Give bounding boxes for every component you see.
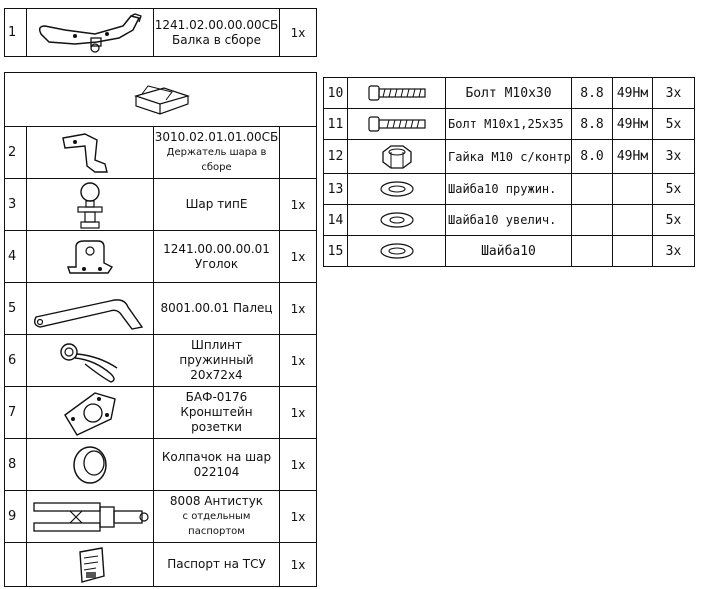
- bolt-icon: [365, 115, 429, 133]
- item-name-cell: [154, 335, 280, 387]
- antirattle-image: [27, 491, 154, 543]
- item-line1: Паспорт на ТСУ: [167, 557, 266, 571]
- torque: [613, 236, 653, 267]
- table-row: [324, 236, 695, 267]
- beam-code: 1241.02.00.00.00СБ: [154, 17, 279, 32]
- box-icon: [126, 82, 196, 118]
- table-row: [5, 439, 317, 491]
- item-qty: 5x: [653, 109, 695, 140]
- item-name-cell: [154, 387, 280, 439]
- nut-image: [348, 140, 446, 174]
- torque: 49Нм: [613, 109, 653, 140]
- item-qty: 1x: [280, 335, 317, 387]
- table-row: [5, 9, 317, 57]
- tow-beam-icon: [35, 12, 145, 54]
- table-row: [324, 140, 695, 174]
- item-qty: 5x: [653, 205, 695, 236]
- item-line1: Шплинт пружинный: [179, 338, 254, 367]
- beam-image: [27, 9, 154, 57]
- item-line1: Колпачок на шар: [161, 449, 272, 464]
- table-row: [5, 335, 317, 387]
- large-washer-icon: [377, 211, 417, 229]
- cotter-image: [27, 335, 154, 387]
- item-line2: Держатель шара в сборе: [166, 147, 267, 173]
- ball-holder-icon: [55, 130, 125, 176]
- item-qty: 3x: [653, 236, 695, 267]
- item-name-cell: [154, 283, 280, 335]
- strength-grade: 8.8: [572, 109, 613, 140]
- item-name: Шайба10 увелич.: [446, 205, 572, 236]
- item-qty: 1x: [280, 387, 317, 439]
- washer-image: [348, 174, 446, 205]
- item-name-cell: [154, 439, 280, 491]
- table-row: [324, 78, 695, 109]
- table-row: [5, 179, 317, 231]
- beam-assembly-table: [4, 8, 317, 57]
- item-number: 13: [324, 174, 348, 205]
- fasteners-table: [323, 77, 695, 267]
- item-number: 14: [324, 205, 348, 236]
- item-name: Гайка М10 с/контр: [446, 140, 572, 174]
- torque: 49Нм: [613, 140, 653, 174]
- item-number: 12: [324, 140, 348, 174]
- item-number: 7: [5, 387, 27, 439]
- item-name: Болт М10x1,25x35: [446, 109, 572, 140]
- item-name-cell: [154, 543, 280, 587]
- table-row: [5, 283, 317, 335]
- item-line2: Кронштейн розетки: [180, 405, 253, 434]
- spring-washer-icon: [377, 180, 417, 198]
- strength-grade: [572, 236, 613, 267]
- torque: [613, 205, 653, 236]
- torque: [613, 174, 653, 205]
- item-number: 8: [5, 439, 27, 491]
- table-row: [5, 231, 317, 283]
- table-row: [324, 205, 695, 236]
- passport-image: [27, 543, 154, 587]
- angle-bracket-icon: [62, 237, 118, 277]
- washer-image: [348, 236, 446, 267]
- item-line2: 20x72x4: [190, 368, 243, 382]
- tow-ball-icon: [70, 180, 110, 230]
- ball-holder-image: [27, 127, 154, 179]
- item-line2: Уголок: [194, 256, 239, 271]
- item-number: 4: [5, 231, 27, 283]
- torque: 49Нм: [613, 78, 653, 109]
- item-number: 6: [5, 335, 27, 387]
- item-line2: с отдельным паспортом: [182, 511, 251, 537]
- item-number: 11: [324, 109, 348, 140]
- item-number: 3: [5, 179, 27, 231]
- item-name: Шайба10: [446, 236, 572, 267]
- spring-cotter-icon: [55, 338, 125, 384]
- table-row: [5, 127, 317, 179]
- item-number: [5, 543, 27, 587]
- item-line2: 022104: [193, 464, 240, 479]
- table-row: [5, 387, 317, 439]
- ball-cap-icon: [68, 443, 112, 487]
- table-row: [5, 543, 317, 587]
- item-name-cell: [154, 179, 280, 231]
- item-name-cell: [154, 127, 280, 179]
- bracket-image: [27, 231, 154, 283]
- finger-pin-icon: [30, 287, 150, 331]
- beam-name: Балка в сборе: [172, 32, 261, 47]
- cap-image: [27, 439, 154, 491]
- item-qty: 1x: [280, 231, 317, 283]
- item-qty: 1x: [280, 543, 317, 587]
- strength-grade: 8.0: [572, 140, 613, 174]
- item-name-cell: [154, 491, 280, 543]
- pin-image: [27, 283, 154, 335]
- beam-name-cell: [154, 9, 280, 57]
- bolt-image: [348, 109, 446, 140]
- hex-nut-icon: [377, 144, 417, 170]
- bolt-icon: [365, 84, 429, 102]
- table-row: [324, 174, 695, 205]
- washer-image: [348, 205, 446, 236]
- item-qty: 1x: [280, 283, 317, 335]
- item-line1: 1241.00.00.00.01: [163, 241, 270, 256]
- item-line1: БАФ-0176: [185, 390, 248, 404]
- parts-table: [4, 72, 317, 587]
- strength-grade: [572, 205, 613, 236]
- package-header-row: [5, 73, 317, 127]
- item-name-cell: [154, 231, 280, 283]
- item-qty: 1x: [280, 491, 317, 543]
- item-number: 9: [5, 491, 27, 543]
- item-line1: Шар типE: [185, 197, 248, 211]
- item-qty: 3x: [653, 78, 695, 109]
- flat-washer-icon: [377, 242, 417, 260]
- item-qty: 1x: [280, 439, 317, 491]
- socket-bracket-icon: [55, 389, 125, 437]
- item-line1: 8001.00.01 Палец: [160, 301, 273, 315]
- strength-grade: 8.8: [572, 78, 613, 109]
- item-number: 5: [5, 283, 27, 335]
- item-line1: 3010.02.01.01.00СБ: [154, 130, 279, 144]
- item-number: 10: [324, 78, 348, 109]
- item-number: 2: [5, 127, 27, 179]
- socket-bracket-image: [27, 387, 154, 439]
- item-qty: [280, 127, 317, 179]
- item-number: 1: [5, 9, 27, 57]
- passport-booklet-icon: [72, 546, 108, 584]
- anti-rattle-icon: [30, 497, 150, 537]
- item-name: Болт М10x30: [446, 78, 572, 109]
- item-qty: 5x: [653, 174, 695, 205]
- table-row: [5, 491, 317, 543]
- item-line1: 8008 Антистук: [169, 494, 264, 508]
- beam-qty: 1x: [280, 9, 317, 57]
- package-header: [5, 73, 317, 127]
- item-qty: 3x: [653, 140, 695, 174]
- strength-grade: [572, 174, 613, 205]
- bolt-image: [348, 78, 446, 109]
- table-row: [324, 109, 695, 140]
- item-number: 15: [324, 236, 348, 267]
- ball-image: [27, 179, 154, 231]
- item-name: Шайба10 пружин.: [446, 174, 572, 205]
- item-qty: 1x: [280, 179, 317, 231]
